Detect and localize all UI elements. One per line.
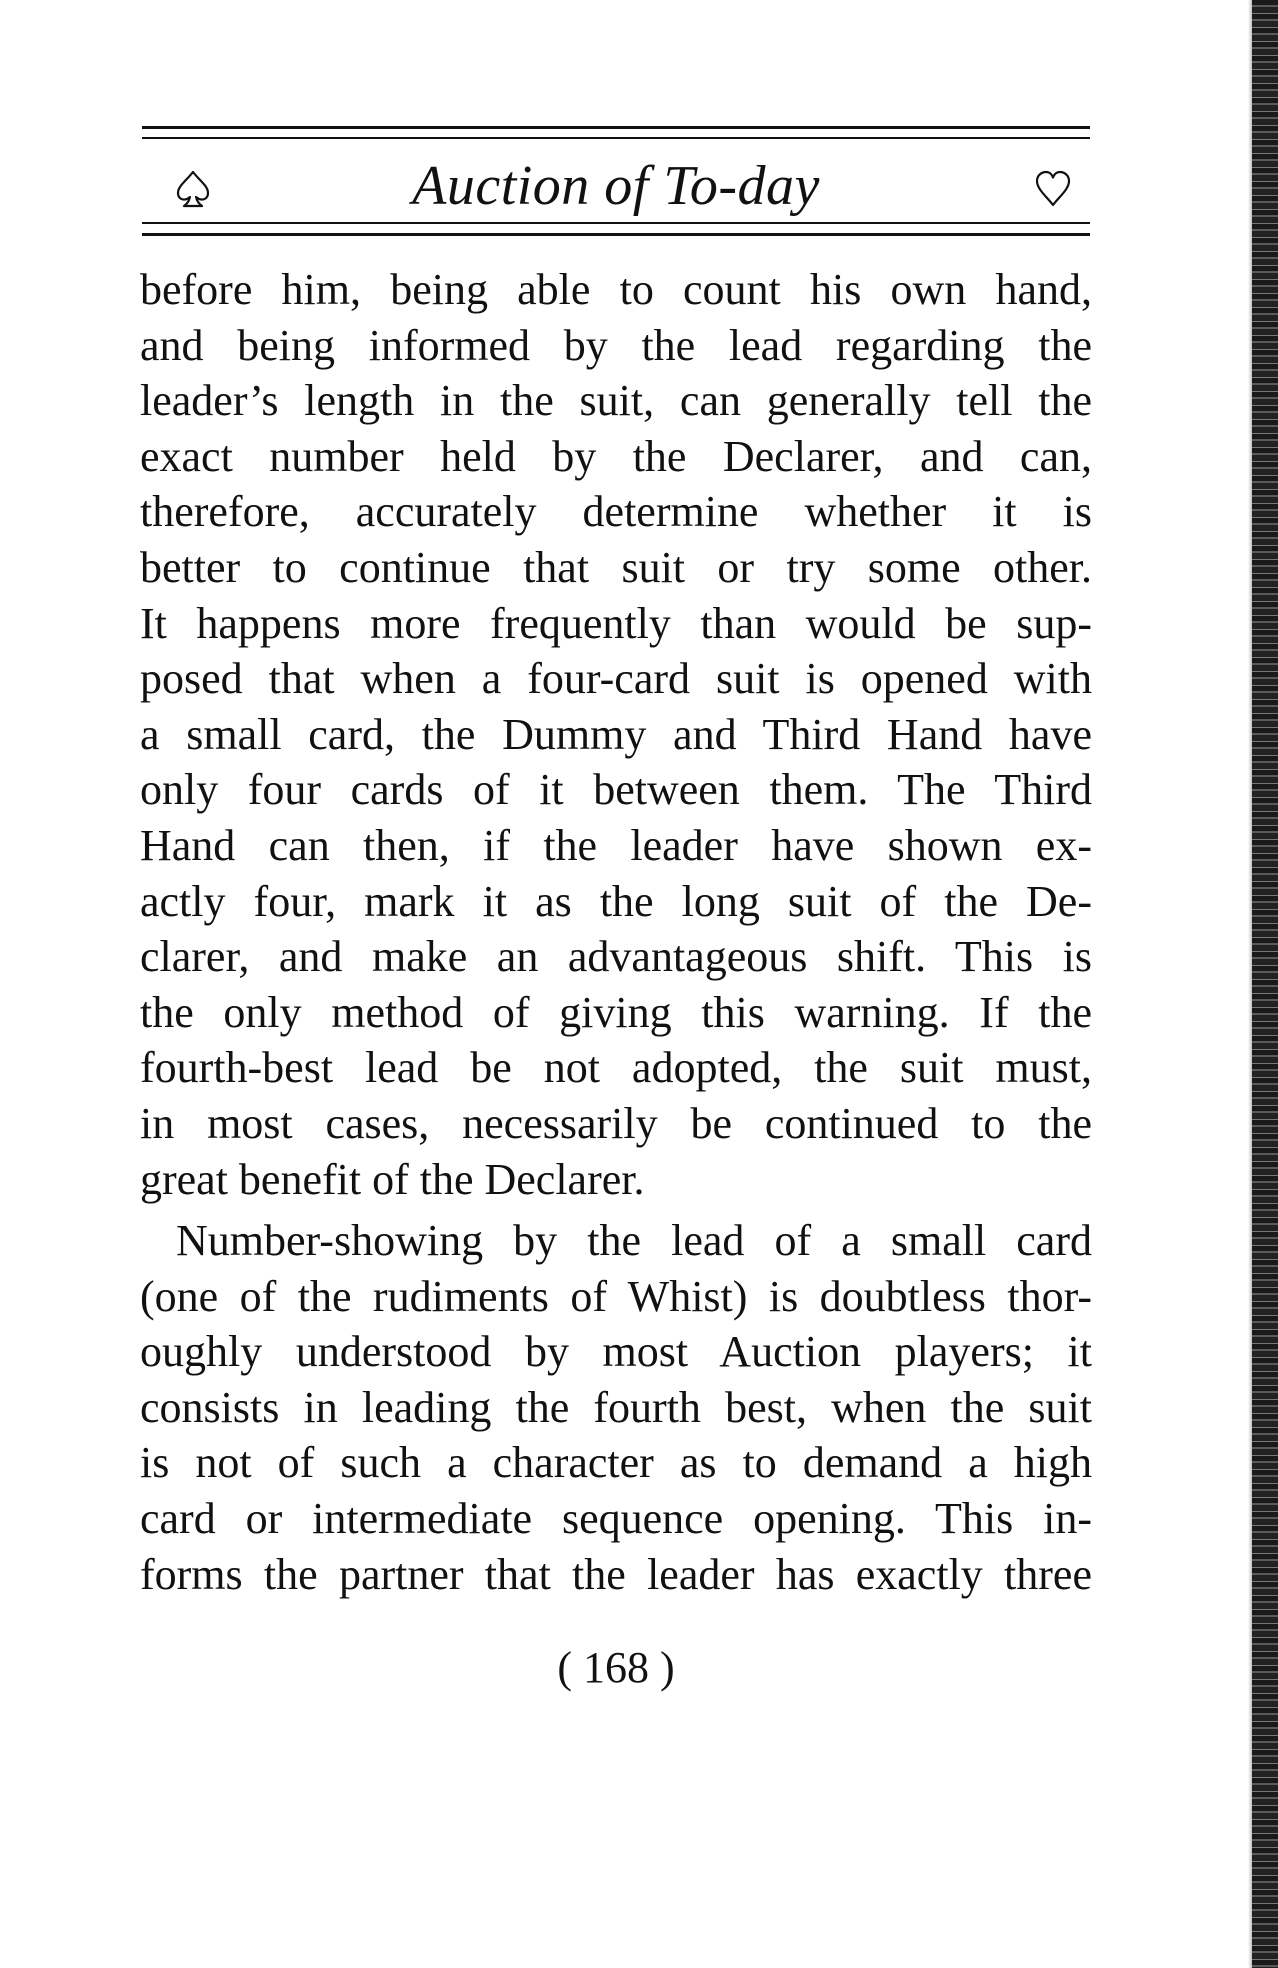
text-line: great benefit of the Declarer. [140, 1154, 645, 1204]
text-line: posed that when a four-card suit is opened with [140, 654, 1092, 704]
page-title: Auction of To-day [412, 155, 820, 217]
page-number: ( 168 ) [557, 1643, 675, 1692]
running-head [142, 150, 1090, 226]
scanned-page-edge [1252, 0, 1278, 1968]
header-rule-top-inner [142, 137, 1090, 139]
text-line: forms the partner that the leader has exactly three [140, 1549, 1092, 1599]
text-line: consists in leading the fourth best, when the suit [140, 1382, 1092, 1432]
text-line: (one of the rudiments of Whist) is doubtless thor- [140, 1271, 1092, 1321]
text-line: exact number held by the Declarer, and can, [140, 431, 1092, 481]
text-line: before him, being able to count his own hand, [140, 265, 1092, 314]
text-line: a small card, the Dummy and Third Hand have [140, 709, 1092, 759]
text-line: only four cards of it between them. The Third [140, 765, 1092, 815]
header-rule-top [142, 126, 1090, 129]
text-line: is not of such a character as to demand a high [140, 1438, 1092, 1488]
heart-icon [1032, 168, 1074, 210]
text-line: leader’s length in the suit, can generally tell the [140, 376, 1092, 426]
text-line: actly four, mark it as the long suit of the De- [140, 876, 1092, 926]
text-line: oughly understood by most Auction players; it [140, 1327, 1092, 1377]
header-rule-bottom-inner [142, 222, 1090, 224]
text-line: better to continue that suit or try some other. [140, 542, 1092, 592]
text-line: Number-showing by the lead of a small card [176, 1216, 1092, 1266]
text-line: therefore, accurately determine whether it is [140, 487, 1092, 537]
header-rule-bottom [142, 233, 1090, 236]
text-line: card or intermediate sequence opening. This in- [140, 1494, 1092, 1544]
text-line: It happens more frequently than would be sup- [140, 598, 1092, 648]
text-line: Hand can then, if the leader have shown ex- [140, 820, 1092, 870]
text-line: clarer, and make an advantageous shift. This is [140, 932, 1092, 982]
text-line: fourth-best lead be not adopted, the suit must, [140, 1043, 1092, 1093]
text-line: the only method of giving this warning. If the [140, 987, 1092, 1037]
body-text [140, 262, 1092, 1602]
text-line: and being informed by the lead regarding the [140, 320, 1092, 370]
text-line: in most cases, necessarily be continued to the [140, 1098, 1092, 1148]
